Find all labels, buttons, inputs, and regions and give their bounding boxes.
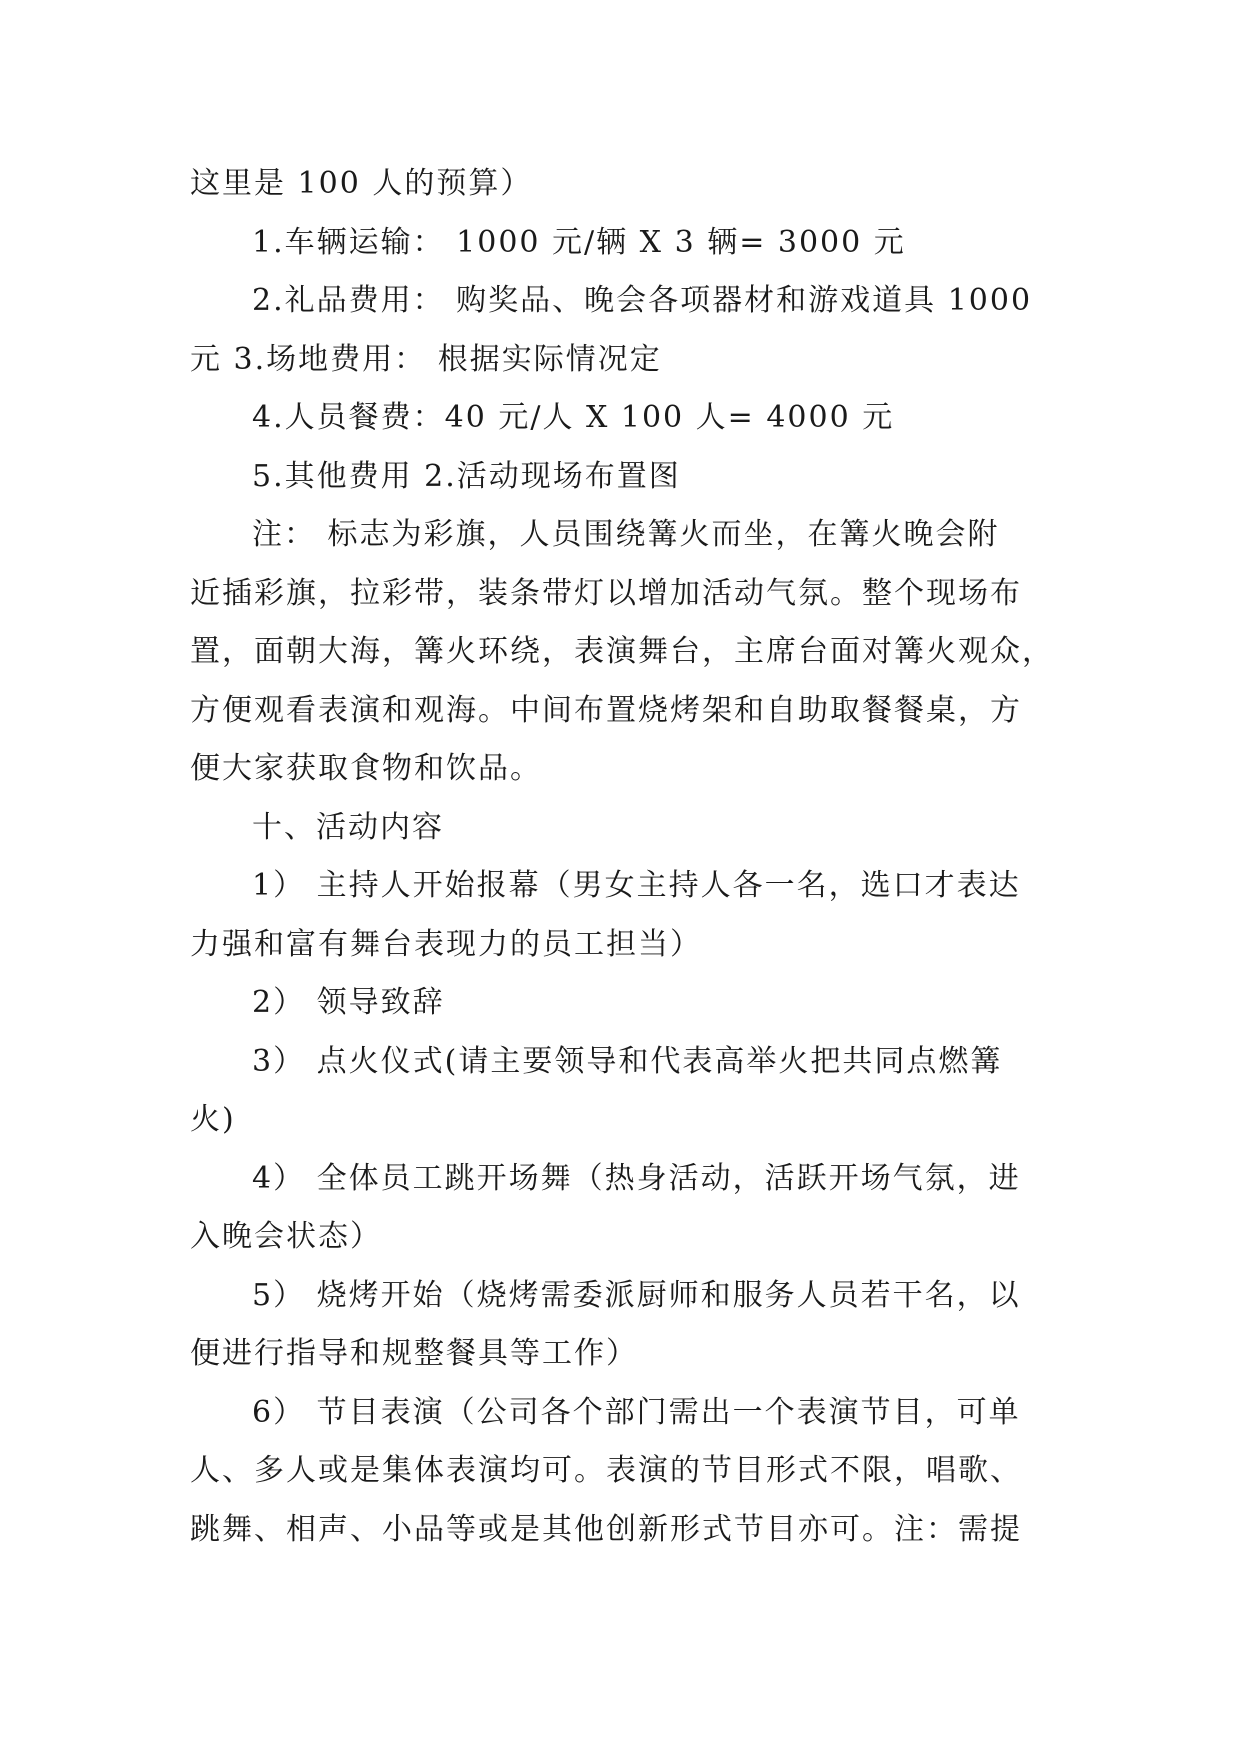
text-line: 这里是 100 人的预算） bbox=[190, 166, 533, 201]
text-line: 元 3.场地费用： 根据实际情况定 bbox=[190, 341, 662, 377]
text-line: 4） 全体员工跳开场舞（热身活动，活跃开场气氛，进 bbox=[252, 1160, 1021, 1196]
text-line: 人、多人或是集体表演均可。表演的节目形式不限，唱歌、 bbox=[190, 1453, 1022, 1488]
text-line: 火) bbox=[190, 1102, 236, 1137]
text-line: 1.车辆运输： 1000 元/辆 X 3 辆= 3000 元 bbox=[252, 224, 906, 260]
text-line: 力强和富有舞台表现力的员工担当） bbox=[190, 926, 702, 962]
text-line: 便大家获取食物和饮品。 bbox=[190, 751, 542, 786]
text-line: 3） 点火仪式(请主要领导和代表高举火把共同点燃篝 bbox=[252, 1043, 1003, 1079]
text-line: 置，面朝大海，篝火环绕，表演舞台，主席台面对篝火观众， bbox=[190, 634, 1054, 669]
text-line: 方便观看表演和观海。中间布置烧烤架和自助取餐餐桌，方 bbox=[190, 692, 1022, 728]
text-line: 便进行指导和规整餐具等工作） bbox=[190, 1336, 638, 1371]
text-line: 6） 节目表演（公司各个部门需出一个表演节目，可单 bbox=[252, 1394, 1021, 1430]
text-line: 2） 领导致辞 bbox=[252, 985, 445, 1020]
text-line: 1） 主持人开始报幕（男女主持人各一名，选口才表达 bbox=[252, 868, 1021, 903]
text-line: 近插彩旗，拉彩带，装条带灯以增加活动气氛。整个现场布 bbox=[190, 575, 1022, 611]
text-line: 注： 标志为彩旗，人员围绕篝火而坐，在篝火晚会附 bbox=[252, 517, 1000, 552]
text-line: 5） 烧烤开始（烧烤需委派厨师和服务人员若干名，以 bbox=[252, 1277, 1021, 1313]
text-line: 十、活动内容 bbox=[252, 809, 444, 845]
document-body bbox=[190, 155, 1070, 1559]
text-line: 4.人员餐费：40 元/人 X 100 人= 4000 元 bbox=[252, 400, 895, 435]
text-line: 5.其他费用 2.活动现场布置图 bbox=[252, 458, 681, 494]
text-line: 入晚会状态） bbox=[190, 1219, 382, 1254]
text-line: 跳舞、相声、小品等或是其他创新形式节目亦可。注：需提 bbox=[190, 1511, 1022, 1547]
text-line: 2.礼品费用： 购奖品、晚会各项器材和游戏道具 1000 bbox=[252, 283, 1033, 318]
